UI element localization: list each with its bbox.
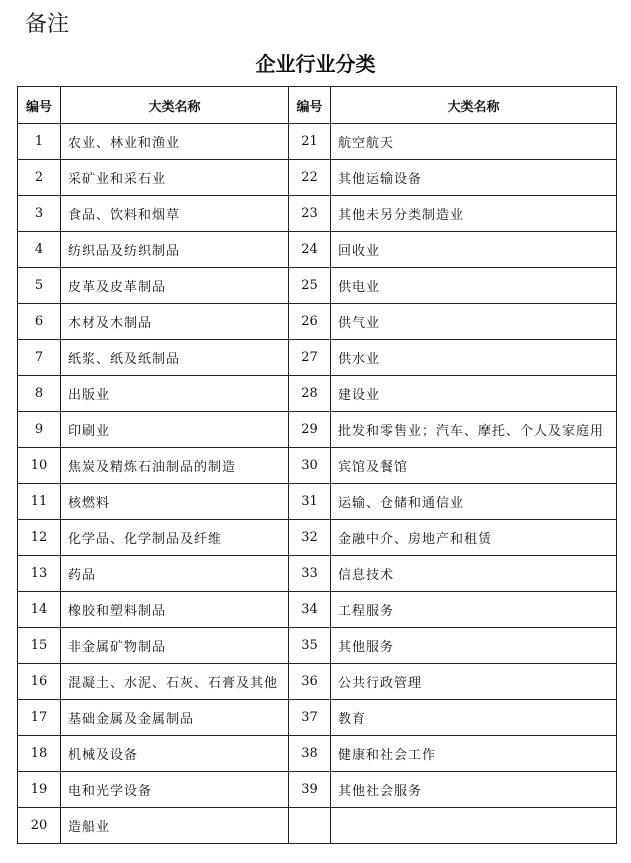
table-row [18,520,617,556]
row-category-right: 信息技术 [331,556,617,592]
row-category-right: 教育 [331,700,617,736]
row-number-right: 27 [289,340,331,376]
row-category-left: 电和光学设备 [61,772,289,808]
row-number-left: 9 [18,412,61,448]
table-row [18,448,617,484]
row-category-left: 基础金属及金属制品 [61,700,289,736]
row-number-left: 14 [18,592,61,628]
row-number-right: 25 [289,268,331,304]
row-category-right: 建设业 [331,376,617,412]
row-category-left: 印刷业 [61,412,289,448]
row-number-right: 35 [289,628,331,664]
row-number-left: 19 [18,772,61,808]
row-category-left: 食品、饮料和烟草 [61,196,289,232]
row-category-left: 焦炭及精炼石油制品的制造 [61,448,289,484]
row-category-right: 工程服务 [331,592,617,628]
table-row [18,592,617,628]
row-category-right [331,808,617,844]
row-number-right: 28 [289,376,331,412]
row-number-right: 34 [289,592,331,628]
table-row [18,628,617,664]
table-row [18,196,617,232]
row-number-right: 36 [289,664,331,700]
row-category-left: 采矿业和采石业 [61,160,289,196]
row-category-right: 供水业 [331,340,617,376]
row-number-right: 30 [289,448,331,484]
row-category-right: 航空航天 [331,124,617,160]
row-number-left: 7 [18,340,61,376]
row-number-right [289,808,331,844]
table-row [18,340,617,376]
row-category-left: 化学品、化学制品及纤维 [61,520,289,556]
row-category-left: 橡胶和塑料制品 [61,592,289,628]
row-number-left: 17 [18,700,61,736]
header-category-right: 大类名称 [331,87,617,124]
row-number-right: 21 [289,124,331,160]
row-number-right: 26 [289,304,331,340]
row-category-right: 其他服务 [331,628,617,664]
row-category-right: 公共行政管理 [331,664,617,700]
row-number-left: 13 [18,556,61,592]
table-row [18,484,617,520]
table-title: 企业行业分类 [255,52,376,76]
row-category-left: 纸浆、纸及纸制品 [61,340,289,376]
row-number-left: 10 [18,448,61,484]
row-category-left: 纺织品及纺织制品 [61,232,289,268]
row-category-left: 混凝土、水泥、石灰、石膏及其他 [61,664,289,700]
table-row [18,232,617,268]
header-number-right: 编号 [289,87,331,124]
row-category-left: 造船业 [61,808,289,844]
row-number-left: 4 [18,232,61,268]
row-category-right: 运输、仓储和通信业 [331,484,617,520]
row-category-left: 药品 [61,556,289,592]
table-row [18,376,617,412]
table-row [18,772,617,808]
table-row [18,304,617,340]
table-row [18,268,617,304]
row-category-right: 其他运输设备 [331,160,617,196]
row-number-left: 15 [18,628,61,664]
row-category-right: 批发和零售业；汽车、摩托、个人及家庭用 [331,412,617,448]
row-number-right: 22 [289,160,331,196]
header-number-left: 编号 [18,87,61,124]
row-number-left: 12 [18,520,61,556]
row-number-left: 20 [18,808,61,844]
table-row [18,124,617,160]
row-category-right: 宾馆及餐馆 [331,448,617,484]
table-row [18,664,617,700]
row-number-right: 38 [289,736,331,772]
row-category-left: 木材及木制品 [61,304,289,340]
table-row [18,736,617,772]
row-category-left: 出版业 [61,376,289,412]
note-label: 备注 [25,12,70,37]
row-category-right: 供气业 [331,304,617,340]
table-row [18,160,617,196]
row-number-right: 23 [289,196,331,232]
table-header-row [18,87,617,124]
row-number-left: 3 [18,196,61,232]
row-category-left: 机械及设备 [61,736,289,772]
row-category-right: 金融中介、房地产和租赁 [331,520,617,556]
row-number-right: 29 [289,412,331,448]
row-number-right: 39 [289,772,331,808]
row-number-left: 1 [18,124,61,160]
row-number-left: 5 [18,268,61,304]
table-row [18,808,617,844]
row-category-right: 回收业 [331,232,617,268]
table-row [18,700,617,736]
row-category-right: 健康和社会工作 [331,736,617,772]
row-number-left: 8 [18,376,61,412]
table-row [18,556,617,592]
header-category-left: 大类名称 [61,87,289,124]
row-category-left: 非金属矿物制品 [61,628,289,664]
row-category-left: 皮革及皮革制品 [61,268,289,304]
row-number-right: 37 [289,700,331,736]
industry-classification-table [17,86,617,844]
row-category-left: 核燃料 [61,484,289,520]
row-number-left: 2 [18,160,61,196]
table-row [18,412,617,448]
row-category-right: 其他社会服务 [331,772,617,808]
row-category-right: 其他未另分类制造业 [331,196,617,232]
row-number-left: 11 [18,484,61,520]
row-number-left: 18 [18,736,61,772]
row-category-right: 供电业 [331,268,617,304]
row-number-right: 33 [289,556,331,592]
row-number-right: 31 [289,484,331,520]
row-number-left: 6 [18,304,61,340]
row-number-right: 24 [289,232,331,268]
row-number-right: 32 [289,520,331,556]
row-number-left: 16 [18,664,61,700]
row-category-left: 农业、林业和渔业 [61,124,289,160]
